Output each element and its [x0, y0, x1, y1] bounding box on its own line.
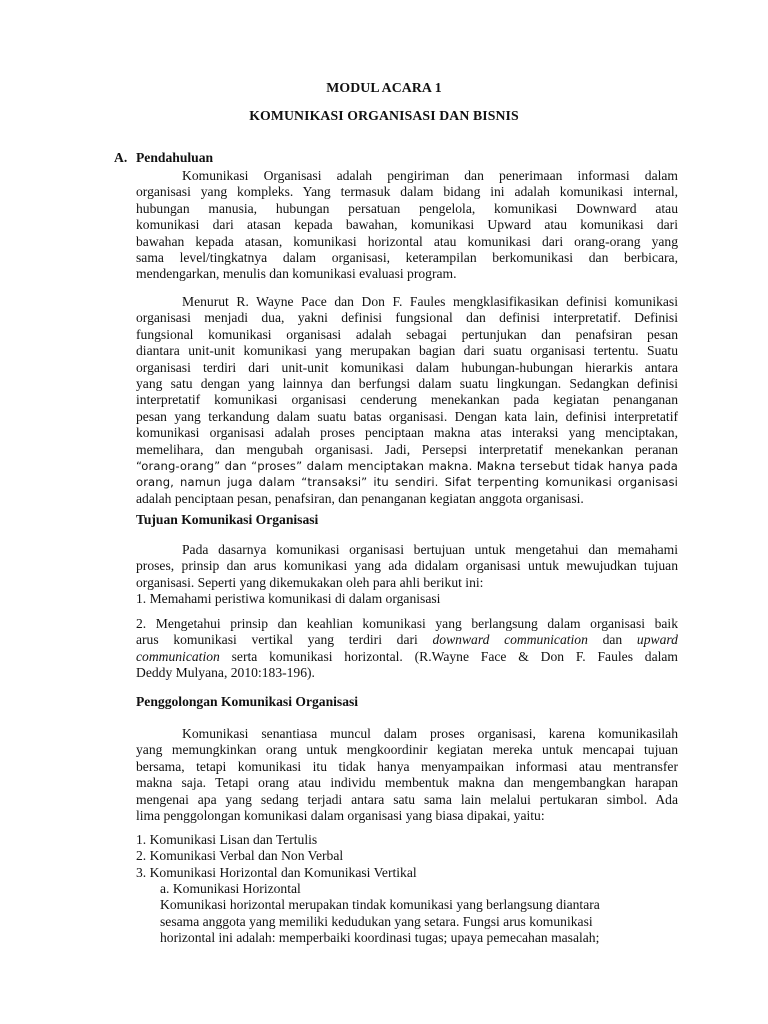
text-line: adalah penciptaan pesan, penafsiran, dan penanganan kegiatan anggota organisasi.	[136, 490, 584, 506]
text-line: organisasi. Seperti yang dikemukakan oleh para ahli berikut ini:	[136, 574, 484, 590]
tujuan-heading: Tujuan Komunikasi Organisasi	[136, 512, 319, 527]
text-fragment: dan	[602, 632, 623, 648]
text-line: sesama anggota yang memiliki kedudukan yang setara. Fungsi arus komunikasi	[160, 913, 593, 929]
text-line: organisasi yang kompleks. Yang termasuk dalam bidang ini adalah komunikasi internal,	[136, 184, 678, 200]
text-line: horizontal ini adalah: memperbaiki koordinasi tugas; upaya pemecahan masalah;	[160, 930, 600, 946]
list-item: 3. Komunikasi Horizontal dan Komunikasi Vertikal	[136, 864, 417, 880]
text-line: Menurut R. Wayne Pace dan Don F. Faules mengklasifikasikan definisi komunikasi	[182, 294, 678, 309]
text-line: “orang-orang” dan “proses” dalam menciptakan makna. Makna tersebut tidak hanya pada	[136, 459, 678, 474]
text-line: yang memungkinkan orang untuk mengkoordinir kegiatan mereka untuk mencapai tujuan	[136, 742, 678, 758]
text-line: organisasi menjadi dua, yakni definisi fungsional dan definisi interpretatif. Definisi	[136, 310, 678, 326]
text-fragment: arus komunikasi vertikal yang terdiri dari	[136, 632, 418, 648]
text-line: komunikasi dari atasan kepada bawahan, komunikasi Upward atau komunikasi dari	[136, 217, 678, 233]
text-line: memelihara, dan mengubah organisasi. Jadi, Persepsi interpretatif menekankan peranan	[136, 441, 678, 457]
text-line: mengenai apa yang sedang terjadi antara satu sama lain melalui pertukaran simbol. Ada	[136, 791, 678, 807]
text-line: fungsional komunikasi organisasi adalah sebagai pertunjukan dan penafsiran pesan	[136, 326, 678, 342]
text-line: proses, prinsip dan arus komunikasi yang ada didalam organisasi untuk mewujudkan tujuan	[136, 558, 678, 574]
paragraph-intro	[136, 168, 678, 283]
term-upward: upward	[636, 632, 678, 648]
section-a-marker: A.	[114, 150, 128, 165]
paragraph-penggolongan	[136, 726, 678, 824]
text-line: mendengarkan, menulis dan komunikasi evaluasi program.	[136, 266, 457, 282]
penggolongan-heading: Penggolongan Komunikasi Organisasi	[136, 694, 359, 709]
section-a-heading: Pendahuluan	[136, 150, 214, 165]
text-line: orang, namun juga dalam “transaksi” itu sendiri. Sifat terpenting komunikasi organisasi	[136, 475, 678, 490]
text-line	[136, 649, 678, 665]
sub-item-a	[160, 881, 678, 947]
text-line: Komunikasi Organisasi adalah pengiriman dan penerimaan informasi dalam	[182, 168, 678, 183]
text-line: 2. Mengetahui prinsip dan keahlian komunikasi yang berlangsung dalam organisasi baik	[136, 616, 678, 631]
text-line: organisasi terdiri dari unit-unit komunikasi dalam hubungan-hubungan hierarkis antara	[136, 359, 678, 375]
text-line: bersama, tetapi komunikasi itu tidak hanya menyampaikan informasi atau mentransfer	[136, 758, 678, 774]
paragraph-tujuan	[136, 542, 678, 608]
text-line: Komunikasi horizontal merupakan tindak komunikasi yang berlangsung diantara	[160, 897, 600, 913]
penggolongan-list	[136, 832, 678, 881]
term-downward: downward communication	[432, 632, 588, 648]
text-line: makna saja. Tetapi orang atau individu membentuk makna dan mengembangkan harapan	[136, 775, 678, 791]
text-line: lima penggolongan komunikasi dalam organisasi yang biasa dipakai, yaitu:	[136, 808, 545, 824]
text-line: bawahan kepada atasan, komunikasi horizontal atau komunikasi dari orang-orang yang	[136, 233, 678, 249]
list-item-2	[136, 616, 678, 682]
text-line: Komunikasi senantiasa muncul dalam proses organisasi, karena komunikasilah	[182, 726, 678, 741]
text-line	[136, 632, 678, 648]
module-title: MODUL ACARA 1	[326, 80, 442, 95]
module-subtitle: KOMUNIKASI ORGANISASI DAN BISNIS	[249, 108, 519, 123]
text-fragment: serta komunikasi horizontal. (R.Wayne Face & Don F. Faules dalam	[231, 648, 678, 664]
text-line: Pada dasarnya komunikasi organisasi bertujuan untuk mengetahui dan memahami	[182, 542, 678, 557]
text-line: pesan yang terkandung dalam suatu batas organisasi. Dengan kata lain, definisi interpretatif	[136, 408, 678, 424]
list-item: 1. Memahami peristiwa komunikasi di dalam organisasi	[136, 591, 441, 607]
text-line: interpretatif komunikasi organisasi cenderung menekankan pada kegiatan penanganan	[136, 392, 678, 408]
text-line: yang satu dengan yang lainnya dan berfungsi dalam suatu lingkungan. Sedangkan definisi	[136, 376, 678, 392]
list-item: 2. Komunikasi Verbal dan Non Verbal	[136, 848, 344, 864]
text-line: Deddy Mulyana, 2010:183-196).	[136, 665, 315, 681]
text-line: komunikasi organisasi adalah proses penciptaan makna atas interaksi yang menciptakan,	[136, 425, 678, 441]
list-item: 1. Komunikasi Lisan dan Tertulis	[136, 832, 318, 847]
paragraph-definitions	[136, 294, 678, 507]
text-line: hubungan manusia, hubungan persatuan pengelola, komunikasi Downward atau	[136, 200, 678, 216]
term-communication: communication	[136, 648, 220, 664]
sub-heading: a. Komunikasi Horizontal	[160, 881, 301, 896]
text-line: diantara unit-unit komunikasi yang merupakan bagian dari suatu organisasi tertentu. Suatu	[136, 343, 678, 359]
text-line: sama level/tingkatnya dalam organisasi, keterampilan berkomunikasi dan berbicara,	[136, 250, 678, 266]
